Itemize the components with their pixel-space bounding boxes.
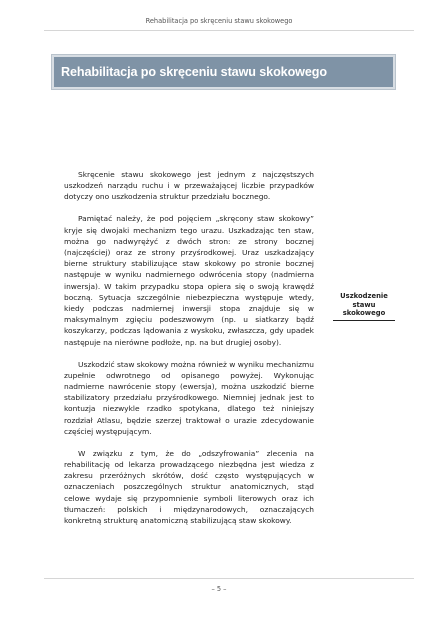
margin-note-line: skokowego	[342, 309, 386, 318]
chapter-title-banner	[52, 55, 395, 89]
chapter-title: Rehabilitacja po skręceniu stawu skokowego	[61, 65, 327, 79]
margin-note-line: Uszkodzenie	[340, 292, 388, 300]
footer-divider	[44, 578, 414, 579]
margin-note	[333, 292, 395, 321]
paragraph: Skręcenie stawu skokowego jest jednym z najczęstszych uszkodzeń narządu ruchu i w przeważającej liczbie przypadków dotyczy ono uszkodzenia struktur przedziału bocznego.	[64, 170, 314, 202]
header-divider	[44, 30, 414, 31]
paragraph: W związku z tym, że do „odszyfrowania” zlecenia na rehabilitację od lekarza prowadzącego niezbędna jest wiedza z zakresu przeróżnych skrótów, dość często występujących w oznaczeniach poszczególnych struktur anatomicznych, stąd celowe wydaje się przypomnienie symboli literowych oraz ich tłumaczeń: polskich i międzynarodowych, oznaczających konkretną strukturę anatomiczną stabilizującą staw skokowy.	[64, 448, 314, 526]
body-text	[64, 169, 314, 537]
running-header: Rehabilitacja po skręceniu stawu skokowego	[145, 17, 293, 25]
margin-note-line: stawu	[352, 300, 376, 309]
paragraph: Uszkodzić staw skokowy można również w wyniku mechanizmu zupełnie odwrotnego od opisanego powyżej. Wykonując nadmierne nawrócenie stopy (ewersja), można uszkodzić bierne stabilizatory przedziału przyśrodkowego. Niemniej jednak jest to kontuzja niezwykle rzadko spotykana, dlatego też niniejszy rozdział Atlasu, będzie szerzej traktował o urazie zdecydowanie częściej występującym.	[64, 359, 314, 436]
paragraph: Pamiętać należy, że pod pojęciem „skręcony staw skokowy” kryje się dwojaki mechanizm tego urazu. Uszkadzając ten staw, można go nadwyrężyć z dwóch stron: ze strony bocznej (najczęściej) oraz ze strony przyśrodkowej. Uraz uszkadzający bierne struktury stabilizujące staw skokowy po stronie bocznej następuje w wyniku nadmiernego odwrócenia stopy (nadmierna inwersja). W takim przypadku stopa opiera się o swoją krawędź boczną. Sytuacja szczególnie niebezpieczna występuje wtedy, kiedy podczas nadmiernej inwersji stopa znajduje się w maksymalnym zgięciu podeszwowym (np. u siatkarzy bądź koszykarzy, podczas lądowania z wyskoku, zwłaszcza, gdy upadek następuje na nierówne podłoże, np. na but drugiej osoby).	[64, 214, 314, 347]
page-number: – 5 –	[211, 585, 227, 593]
